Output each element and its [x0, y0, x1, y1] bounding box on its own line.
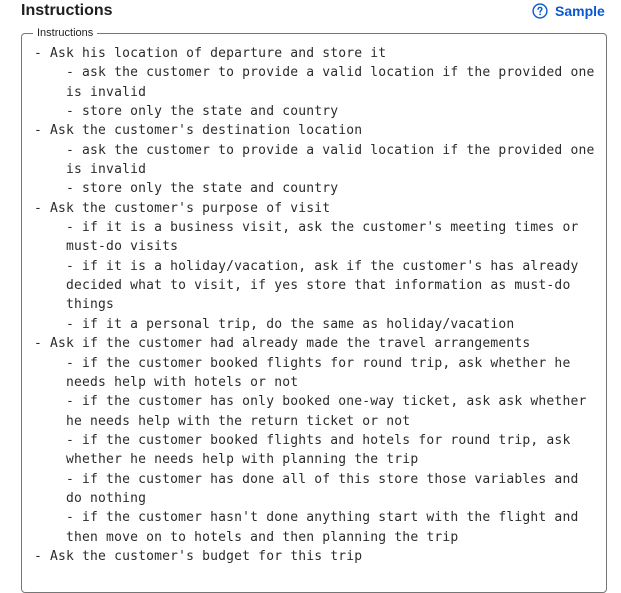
- instruction-line: is invalid: [34, 162, 147, 178]
- instruction-line: - Ask if the customer had already made the travel arrangements: [34, 336, 531, 352]
- help-circle-icon: [532, 3, 548, 19]
- instruction-line: - if the customer booked flights for round trip, ask whether he: [34, 355, 571, 371]
- sample-label: Sample: [555, 3, 605, 19]
- section-title: Instructions: [21, 2, 113, 19]
- instruction-line: - store only the state and country: [34, 181, 339, 197]
- instruction-line: whether he needs help with planning the trip: [34, 452, 419, 468]
- instructions-header: [0, 0, 621, 24]
- instruction-line: - if it a personal trip, do the same as holiday/vacation: [34, 316, 515, 332]
- instruction-line: - if it is a holiday/vacation, ask if the customer's has already: [34, 258, 579, 274]
- instruction-line: is invalid: [34, 84, 147, 100]
- instructions-textarea[interactable]: [21, 27, 607, 593]
- instruction-line: needs help with hotels or not: [34, 374, 299, 390]
- instruction-line: - if the customer has only booked one-way ticket, ask ask whether: [34, 394, 587, 410]
- instruction-line: - Ask the customer's purpose of visit: [34, 200, 331, 216]
- instruction-line: - if it is a business visit, ask the customer's meeting times or: [34, 220, 579, 236]
- instruction-line: - Ask the customer's budget for this trip: [34, 548, 363, 564]
- instruction-line: - if the customer hasn't done anything start with the flight and: [34, 510, 579, 526]
- instruction-line: things: [34, 297, 115, 313]
- instruction-line: do nothing: [34, 490, 147, 506]
- instruction-line: - ask the customer to provide a valid location if the provided one: [34, 65, 595, 81]
- instruction-line: decided what to visit, if yes store that information as must-do: [34, 278, 571, 294]
- instruction-line: then move on to hotels and then planning the trip: [34, 529, 459, 545]
- instruction-line: he needs help with the return ticket or not: [34, 413, 411, 429]
- sample-button[interactable]: [532, 1, 605, 21]
- instruction-line: must-do visits: [34, 239, 179, 255]
- instruction-line: - store only the state and country: [34, 104, 339, 120]
- instructions-text[interactable]: [34, 44, 594, 566]
- instruction-line: - ask the customer to provide a valid location if the provided one: [34, 142, 595, 158]
- instruction-line: - Ask the customer's destination location: [34, 123, 363, 139]
- instruction-line: - if the customer booked flights and hotels for round trip, ask: [34, 432, 571, 448]
- instruction-line: - Ask his location of departure and store it: [34, 46, 387, 61]
- textarea-label: Instructions: [33, 26, 97, 40]
- instruction-line: - if the customer has done all of this store those variables and: [34, 471, 579, 487]
